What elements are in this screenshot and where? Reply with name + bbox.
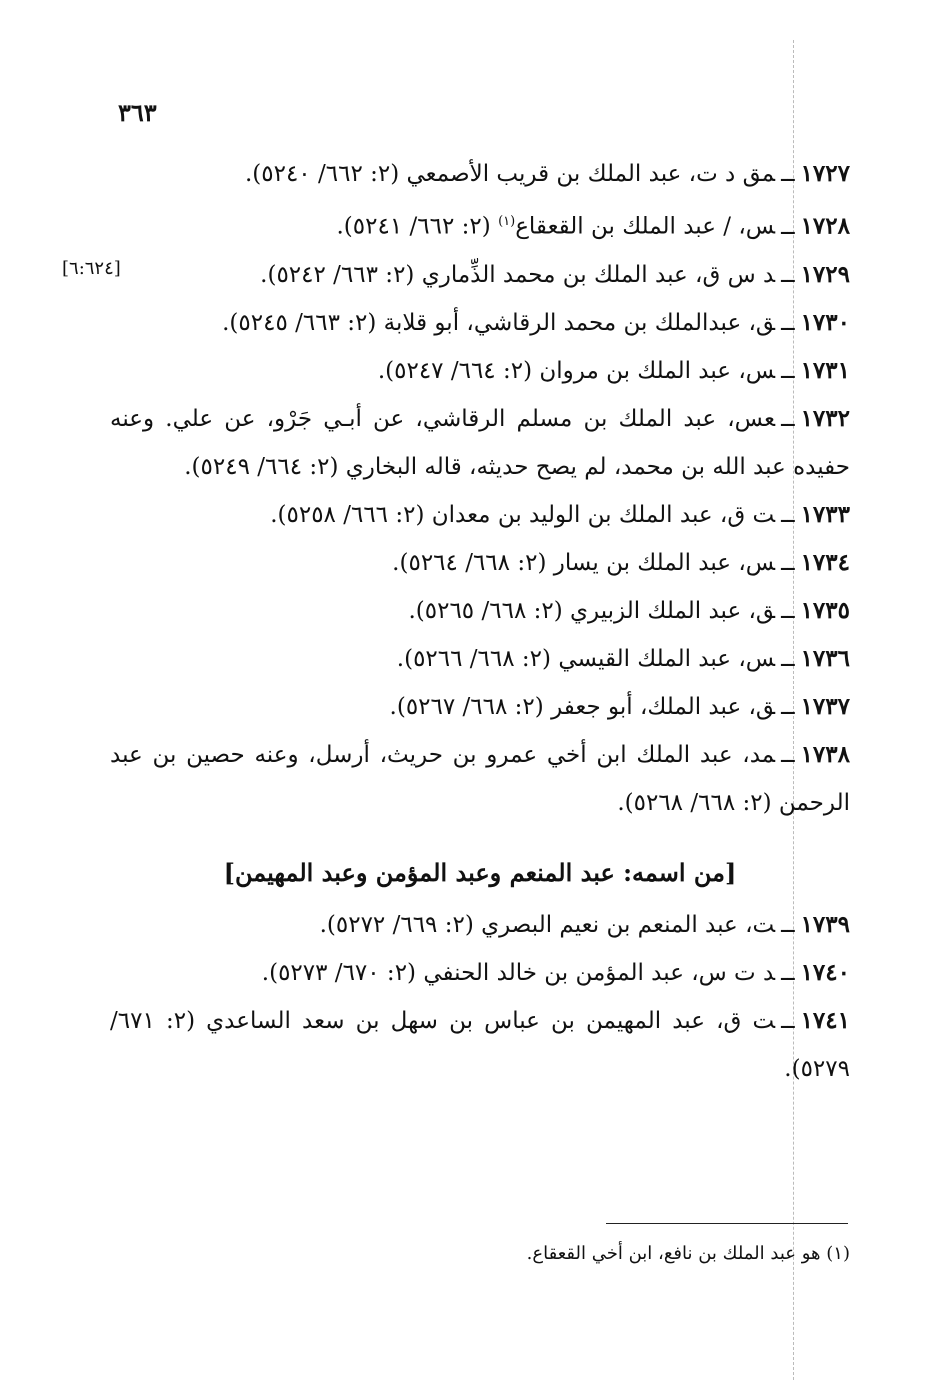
footnote-number: (١) bbox=[826, 1243, 850, 1264]
entry-1733: ١٧٣٣ــت ق، عبد الملك بن الوليد بن معدان (٢: ٦٦٦/ ٥٢٥٨). bbox=[270, 500, 850, 528]
page-number: ٣٦٣ bbox=[118, 98, 157, 127]
entry-1739: ١٧٣٩ــت، عبد المنعم بن نعيم البصري (٢: ٦٦٩/ ٥٢٧٢). bbox=[319, 910, 850, 938]
entries-list bbox=[110, 150, 850, 1093]
footnote-text: هو عبد الملك بن نافع، ابن أخي القعقاع. bbox=[526, 1243, 821, 1264]
entry-1727: ١٧٢٧ــمق د ت، عبد الملك بن قريب الأصمعي (٢: ٦٦٢/ ٥٢٤٠). bbox=[244, 160, 850, 187]
margin-page-reference: [٦:٦٢٤] bbox=[62, 258, 121, 279]
footnote-divider bbox=[606, 1223, 848, 1224]
section-heading: [من اسمه: عبد المنعم وعبد المؤمن وعبد المهيمن] bbox=[223, 857, 737, 887]
entry-1732: ١٧٣٢ــعس، عبد الملك بن مسلم الرقاشي، عن أبـي جَرْو، عن علي. وعنه حفيده عبد الله بن محمد، لم يصح حديثه، قاله البخاري (٢: ٦٦٤/ ٥٢٤٩). bbox=[110, 404, 850, 480]
entry-1738: ١٧٣٨ــمد، عبد الملك ابن أخي عمرو بن حريث، أرسل، وعنه حصين بن عبد الرحمن (٢: ٦٦٨/ ٥٢٦٨). bbox=[110, 740, 850, 816]
footnote bbox=[380, 1240, 850, 1268]
entry-1740: ١٧٤٠ــد ت س، عبد المؤمن بن خالد الحنفي (٢: ٦٧٠/ ٥٢٧٣). bbox=[261, 958, 850, 986]
entry-1731: ١٧٣١ــس، عبد الملك بن مروان (٢: ٦٦٤/ ٥٢٤٧). bbox=[377, 356, 850, 384]
entry-1736: ١٧٣٦ــس، عبد الملك القيسي (٢: ٦٦٨/ ٥٢٦٦). bbox=[396, 644, 850, 672]
footnote-marker: (١) bbox=[498, 214, 516, 229]
entry-1735: ١٧٣٥ــق، عبد الملك الزبيري (٢: ٦٦٨/ ٥٢٦٥). bbox=[408, 596, 850, 624]
entry-1741: ١٧٤١ــت ق، عبد المهيمن بن عباس بن سهل بن سعد الساعدي (٢: ٦٧١/ ٥٢٧٩). bbox=[110, 1006, 850, 1082]
entry-1728: ١٧٢٨ــس، / عبد الملك بن القعقاع$^{(١)}$ (٢: ٦٦٢/ ٥٢٤١). bbox=[336, 212, 850, 240]
entry-1730: ١٧٣٠ــق، عبدالملك بن محمد الرقاشي، أبو قلابة (٢: ٦٦٣/ ٥٢٤٥). bbox=[222, 308, 850, 336]
entry-1734: ١٧٣٤ــس، عبد الملك بن يسار (٢: ٦٦٨/ ٥٢٦٤). bbox=[392, 548, 850, 576]
entry-1737: ١٧٣٧ــق، عبد الملك، أبو جعفر (٢: ٦٦٨/ ٥٢٦٧). bbox=[389, 692, 850, 720]
entry-1729: ١٧٢٩ــد س ق، عبد الملك بن محمد الذِّماري (٢: ٦٦٣/ ٥٢٤٢). bbox=[260, 260, 850, 288]
